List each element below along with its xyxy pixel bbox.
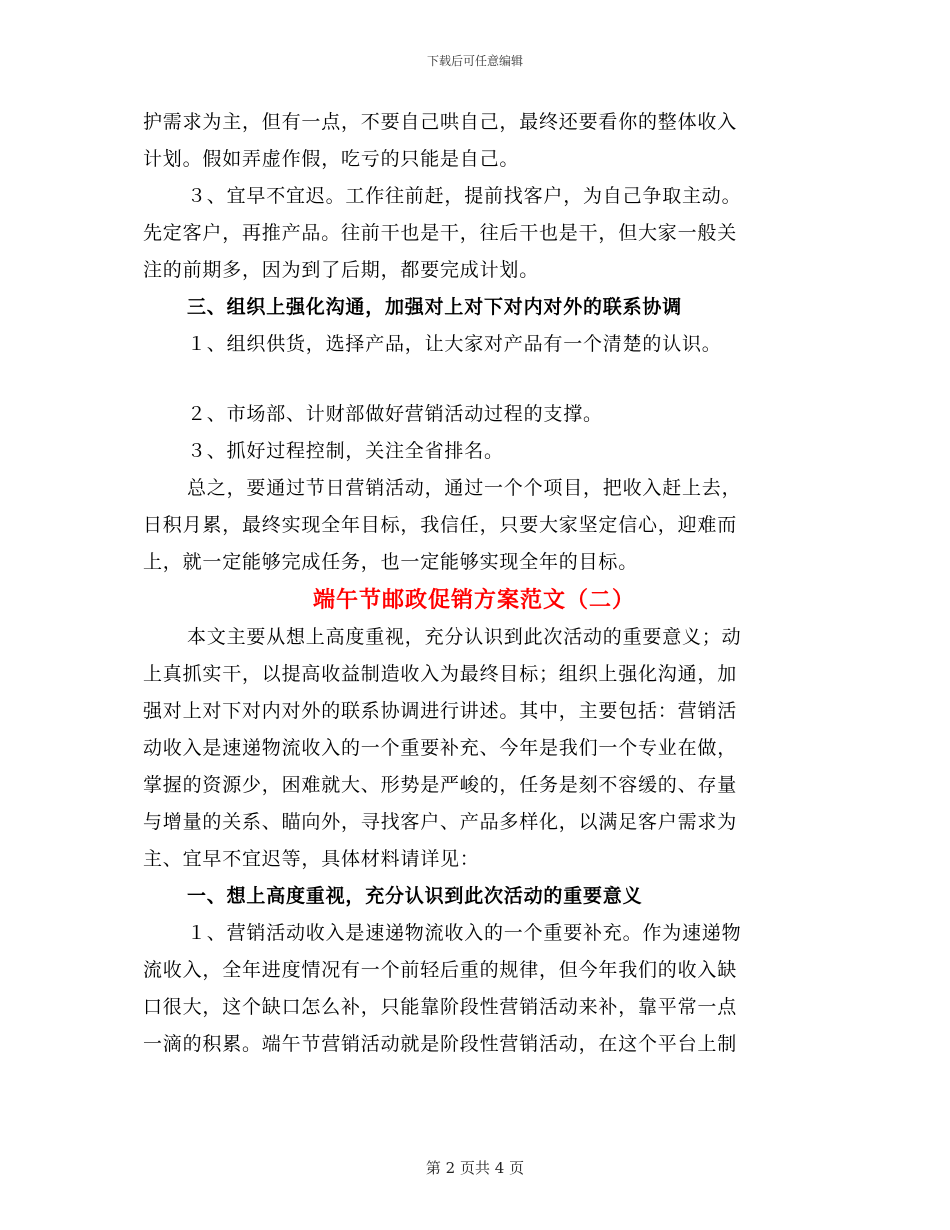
page-header: 下载后可任意编辑 [426,54,523,68]
paragraph-line: 主、宜早不宜迟等，具体材料请详见： [143,848,480,870]
paragraph-line: ３、宜早不宜迟。工作往前赶，提前找客户，为自己争取主动。 [187,185,742,207]
paragraph-line: 先定客户，再推产品。往前干也是干，往后干也是干，但大家一般关 [143,222,738,244]
blank-line [143,363,799,396]
paragraph-line: 上，就一定能够完成任务，也一定能够实现全年的目标。 [143,551,639,573]
paragraph-line: 总之，要通过节日营销活动，通过一个个项目，把收入赶上去， [187,477,742,499]
paragraph-line: 掌握的资源少，困难就大、形势是严峻的，任务是刻不容缓的、存量 [143,774,738,796]
paragraph-line: 日积月累，最终实现全年目标，我信任，只要大家坚定信心，迎难而 [143,514,738,536]
paragraph-line: １、营销活动收入是速递物流收入的一个重要补充。作为速递物 [187,922,742,944]
paragraph-line: 注的前期多，因为到了后期，都要完成计划。 [143,259,540,281]
paragraph-line: 护需求为主，但有一点，不要自己哄自己，最终还要看你的整体收入 [143,111,738,133]
paragraph-line: ３、抓好过程控制，关注全省排名。 [187,440,504,462]
paragraph-line: １、组织供货，选择产品，让大家对产品有一个清楚的认识。 [187,333,722,355]
paragraph-line: 计划。假如弄虚作假，吃亏的只能是自己。 [143,148,520,170]
paragraph-line: ２、市场部、计财部做好营销活动过程的支撑。 [187,403,603,425]
paragraph-line: 口很大，这个缺口怎么补，只能靠阶段性营销活动来补，靠平常一点 [143,996,738,1018]
page-footer: 第 2 页共 4 页 [425,1159,525,1177]
paragraph-line: 动收入是速递物流收入的一个重要补充、今年是我们一个专业在做， [143,737,738,759]
section-title: 端午节邮政促销方案范文（二） [312,587,635,613]
document-body [143,104,799,1063]
section-heading: 三、组织上强化沟通，加强对上对下对内对外的联系协调 [187,296,683,318]
paragraph-line: 与增量的关系、瞄向外，寻找客户、产品多样化，以满足客户需求为 [143,811,738,833]
paragraph-line: 流收入，全年进度情况有一个前轻后重的规律，但今年我们的收入缺 [143,959,738,981]
paragraph-line: 一滴的积累。端午节营销活动就是阶段性营销活动，在这个平台上制 [143,1033,738,1055]
paragraph-line: 强对上对下对内对外的联系协调进行讲述。其中，主要包括：营销活 [143,700,738,722]
paragraph-line: 本文主要从想上高度重视，充分认识到此次活动的重要意义；动 [187,626,742,648]
paragraph-line: 上真抓实干，以提高收益制造收入为最终目标；组织上强化沟通，加 [143,663,738,685]
section-heading: 一、想上高度重视，充分认识到此次活动的重要意义 [187,885,643,907]
